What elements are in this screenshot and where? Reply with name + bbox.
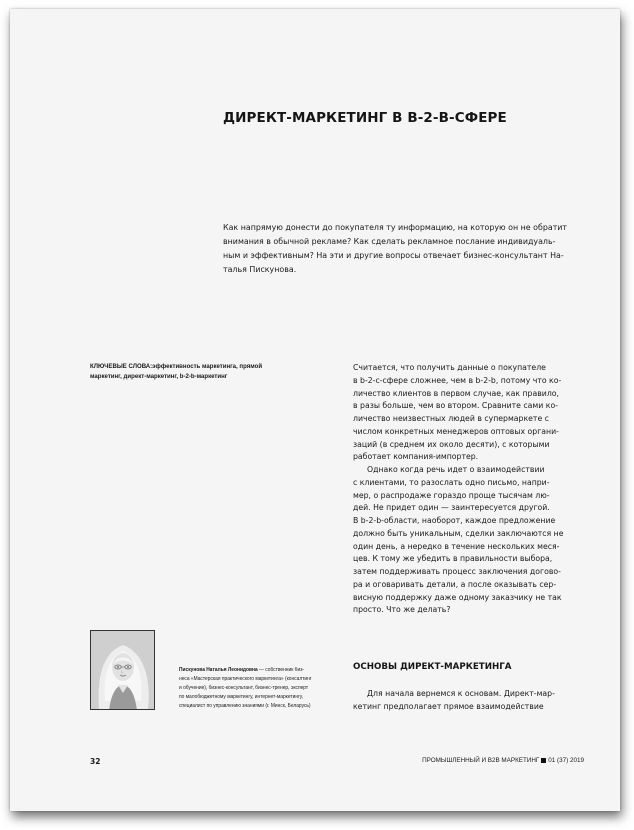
body-line: личество клиентов в первом случае, как правило, (353, 388, 559, 398)
body-line: просто. Что же делать? (353, 605, 451, 615)
keywords-block (90, 362, 320, 382)
body-line: личество неизвестных людей в супермаркете с (353, 414, 549, 423)
author-portrait-image (91, 631, 155, 710)
lead-line: внимания в обычной рекламе? Как сделать рекламное послание индивидуаль- (223, 237, 556, 247)
body-line: с клиентами, то разослать одно письмо, напри- (353, 477, 550, 487)
magazine-page (10, 9, 620, 811)
body-line: числом конкретных менеджеров оптовых органи- (353, 426, 559, 436)
lead-line: талья Пискунова. (223, 265, 297, 275)
article-body (353, 362, 603, 617)
journal-name: ПРОМЫШЛЕННЫЙ И B2B МАРКЕТИНГ (422, 757, 540, 764)
section-line: кетинг предполагает прямое взаимодействие (353, 701, 544, 711)
author-bio-line: — собственник биз- (257, 667, 305, 673)
body-line: Считается, что получить данные о покупателе (353, 363, 546, 372)
body-line: заций (в среднем их около десяти), с которыми (353, 439, 550, 449)
body-line: в b-2-c-сфере сложнее, чем в b-2-b, потому что ко- (353, 375, 562, 385)
body-line: мер, о распродаже гораздо проще тысячам лю- (353, 490, 550, 500)
footer-journal-info (422, 757, 584, 764)
body-line: затем поддерживать процесс заключения догово- (353, 567, 561, 576)
keywords-label: КЛЮЧЕВЫЕ СЛОВА: (90, 363, 153, 370)
author-bio-line: и обучение), бизнес-консультант, бизнес-тренер, эксперт (179, 684, 309, 691)
body-line: цев. К тому же убедить в правильности выбора, (353, 554, 553, 564)
author-bio-line: специалист по управлению знаниями (г. Минск, Беларусь) (179, 702, 311, 709)
body-line: ра и оговаривать детали, а после оказывать сер- (353, 579, 557, 589)
author-name: Пискунова Наталья Леонидовна (179, 667, 258, 673)
square-bullet-icon (541, 758, 546, 763)
body-line: Однако когда речь идет о взаимодействии (367, 465, 545, 474)
section-heading: ОСНОВЫ ДИРЕКТ-МАРКЕТИНГА (353, 662, 512, 672)
body-line: дей. Не придет один — заинтересуется другой. (353, 503, 550, 513)
body-line: в разы больше, чем во втором. Сравните сами ко- (353, 401, 558, 411)
lead-line: ным и эффективным? На эти и другие вопросы отвечает бизнес-консультант На- (223, 251, 564, 261)
body-line: один день, а нередко в течение нескольких меся- (353, 541, 560, 551)
page-number: 32 (90, 757, 101, 766)
lead-line: Как напрямую донести до покупателя ту информацию, на которую он не обратит (223, 223, 568, 232)
body-line: должно быть уникальным, сделки заключаются не (353, 528, 564, 538)
body-line: В b-2-b-области, наоборот, каждое предложение (353, 516, 556, 525)
keywords-line-1: эффективность маркетинга, прямой (152, 363, 263, 370)
keywords-line-2: маркетинг, директ-маркетинг, b-2-b-маркетинг (90, 373, 228, 380)
author-photo (90, 630, 155, 710)
article-title: ДИРЕКТ-МАРКЕТИНГ В B-2-B-СФЕРЕ (223, 110, 507, 126)
section-line: Для начала вернемся к основам. Директ-мар- (367, 689, 555, 698)
author-bio-line: неса «Мастерская практического маркетинга» (консалтинг (179, 675, 312, 682)
author-bio-line: по малобюджетному маркетингу, интернет-маркетингу, (179, 693, 304, 700)
article-lead (223, 221, 583, 277)
issue-number: 01 (37) 2019 (548, 757, 584, 764)
author-bio (179, 666, 335, 711)
body-line: работает компания-импортер. (353, 452, 479, 462)
body-line: висную поддержку даже одному заказчику не так (353, 592, 562, 602)
section-body (353, 688, 603, 714)
